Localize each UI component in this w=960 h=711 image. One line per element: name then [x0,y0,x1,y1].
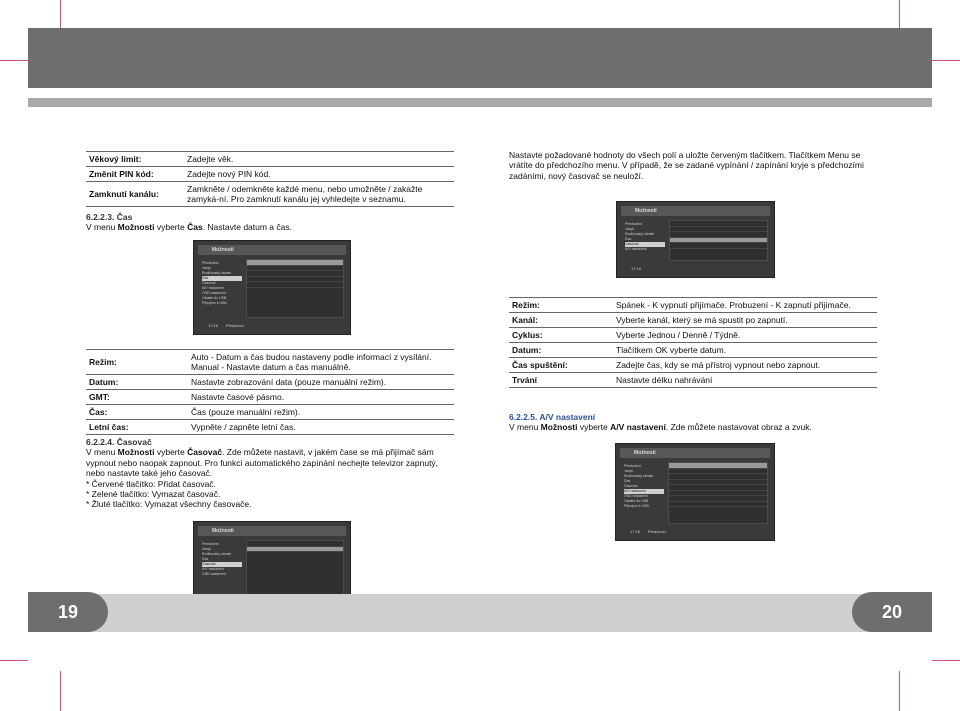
crop-mark [0,60,28,61]
tv-menu-item: A/V nastavení [202,286,224,290]
row-key: Kanál: [509,313,613,328]
table-row [509,373,877,388]
table-row [509,328,877,343]
row-value: Zadejte čas, kdy se má přístroj vypnout nebo zapnout. [613,358,877,373]
tv-footer-action: Předchozí [225,323,244,328]
page-number-left: 19 [28,592,108,632]
tv-panel-row [669,502,767,508]
section-heading: 6.2.2.3. Čas [86,212,133,222]
tv-menu-title: Možnosti [620,448,770,458]
intro-text: V menu [509,422,541,433]
crop-mark [60,671,61,711]
tv-footer-time: 17:16 [208,323,219,328]
time-section [86,212,456,233]
tv-menu-item: A/V nastavení [202,567,224,571]
right-intro: Nastavte požadované hodnoty do všech polí a uložte červeným tlačítkem. Tlačítkem Menu se vrátíte do předchozího menu. V případě, že se zadané vypínání / zapínání kryje s předchozími zadáními, nový časovač se neuloží. [509,150,864,181]
tv-menu-title: Možnosti [621,206,770,216]
tv-menu-item: Časovač [624,484,638,488]
tv-menu-item: Předvolení [624,464,641,468]
tv-menu-list [624,464,664,509]
crop-mark [932,660,960,661]
row-value: Vyberte Jednou / Denně / Týdně. [613,328,877,343]
tv-menu-item: Čas [624,479,631,483]
header-stripe [28,98,932,107]
intro-text: . Nastavte datum a čas. [202,222,292,233]
intro-text: . Zde můžete nastavovat obraz a zvuk. [665,422,812,433]
tv-settings-panel [668,462,768,524]
row-key: Čas: [86,405,188,420]
tv-menu-item: Rodičovský zámek [202,552,232,556]
row-value: Nastavte časové pásmo. [188,390,454,405]
section-intro [86,222,456,232]
tv-settings-panel [246,259,344,318]
tv-menu-item: A/V nastavení [625,247,647,251]
tv-menu-item: Jazyk [624,469,633,473]
row-key: Věkový limit: [86,152,184,167]
row-key: Cyklus: [509,328,613,343]
timer-table [509,297,877,388]
table-row [86,182,454,207]
tv-menu-item: OSD nastavení [624,494,648,498]
tv-settings-panel [669,220,768,261]
row-value: Zadejte nový PIN kód. [184,167,454,182]
av-section [509,412,879,433]
tv-menu-screenshot [193,240,351,335]
tv-menu-list [202,542,242,577]
bullet-item: * Červené tlačítko: Přidat časovač. [86,478,216,489]
row-value: Vypněte / zapněte letní čas. [188,420,454,435]
tv-menu-item: Rodičovský zámek [624,474,654,478]
tv-footer [620,527,770,537]
row-key: Změnit PIN kód: [86,167,184,182]
tv-menu-item: Předvolení [202,261,219,265]
row-value: Spánek - K vypnutí přijímače. Probuzení - K zapnutí přijímače. [613,298,877,313]
table-row [86,350,454,375]
table-row [86,152,454,167]
table-row [509,358,877,373]
section-heading: 6.2.2.4. Časovač [86,437,152,447]
tv-menu-item: Rodičovský zámek [625,232,655,236]
crop-mark [0,660,28,661]
tv-settings-panel [246,540,344,600]
bullet-item: * Žluté tlačítko: Vymazat všechny časovače. [86,499,252,510]
tv-menu-list [202,261,242,306]
intro-text: . Zde můžete nastavit, v jakém čase se má přijímač sám vypnout nebo naopak zapnout. Pro funkci automatického zapínání nechejte televizor zapnutý, nebo nastavte také jeho časovač. [86,447,439,479]
intro-bold: Možnosti [540,422,578,433]
intro-text: V menu [86,222,118,233]
row-value: Zamkněte / odemkněte každé menu, nebo umožněte / zakažte zamyká-ní. Pro zamknutí kanálu jej vyhledejte v seznamu. [184,182,454,207]
table-row [86,420,454,435]
tv-footer [621,264,770,274]
tv-menu-item: OSD nastavení [202,572,226,576]
row-key: Letní čas: [86,420,188,435]
parental-lock-table [86,151,454,207]
header-band [28,28,932,88]
table-row [509,298,877,313]
tv-menu-item: Ostatní do USB [202,296,227,300]
tv-av-screenshot [615,443,775,541]
crop-mark [932,60,960,61]
row-value: Nastavte zobrazování data (pouze manuální režim). [188,375,454,390]
tv-panel-row [670,243,767,249]
tv-menu-item: Jazyk [625,227,634,231]
intro-text: vyberte [154,222,188,233]
tv-panel-row [247,547,343,553]
row-value: Čas (pouze manuální režim). [188,405,454,420]
tv-menu-item: A/V nastavení [624,489,664,494]
timer-section [86,437,456,510]
tv-menu-item: Jazyk [202,266,211,270]
tv-menu-item: Předvolení [202,542,219,546]
row-key: Režim: [86,350,188,375]
tv-menu-item: Čas [202,276,242,281]
tv-menu-item: Předvolení [625,222,642,226]
page-number-right: 20 [852,592,932,632]
tv-menu-list [625,222,665,252]
intro-bold: A/V nastavení [610,422,666,433]
crop-mark [899,671,900,711]
intro-bold: Možnosti [117,447,155,458]
row-key: Trvání [509,373,613,388]
row-value: Vyberte kanál, který se má spustit po zapnutí. [613,313,877,328]
section-intro [509,422,879,432]
row-key: Čas spuštění: [509,358,613,373]
table-row [86,405,454,420]
crop-mark [60,0,61,28]
tv-footer-time: 17:16 [630,529,641,534]
tv-menu-item: Jazyk [202,547,211,551]
bullet-item: * Zelené tlačítko: Vymazat časovač. [86,489,221,500]
row-key: GMT: [86,390,188,405]
table-row [86,167,454,182]
tv-menu-title: Možnosti [198,526,346,536]
row-value: Zadejte věk. [184,152,454,167]
tv-menu-item: Připojení k USB [202,301,227,305]
table-row [509,313,877,328]
tv-menu-item: Čas [202,557,209,561]
intro-text: vyberte [577,422,611,433]
footer-band [28,594,932,632]
tv-panel-row [247,282,343,288]
time-table [86,349,454,435]
row-value: Nastavte délku nahrávání [613,373,877,388]
row-key: Datum: [86,375,188,390]
row-value: Tlačítkem OK vyberte datum. [613,343,877,358]
tv-timer-edit-screenshot [616,201,775,278]
tv-menu-item: Rodičovský zámek [202,271,232,275]
intro-bold: Možnosti [117,222,155,233]
tv-footer [198,321,346,331]
intro-bold: Čas [187,222,203,233]
row-key: Režim: [509,298,613,313]
intro-text: V menu [86,447,118,458]
row-key: Zamknutí kanálu: [86,182,184,207]
tv-menu-item: Čas [625,237,632,241]
table-row [86,390,454,405]
tv-menu-item: Časovač [202,281,216,285]
tv-menu-item: Časovač [202,562,242,567]
intro-text: vyberte [154,447,188,458]
crop-mark [899,0,900,28]
tv-footer-action: Předchozí [647,529,666,534]
tv-footer-time: 17:16 [631,266,642,271]
table-row [509,343,877,358]
tv-menu-item: Ostatní do USB [624,499,649,503]
tv-menu-title: Možnosti [198,245,346,255]
tv-menu-item: OSD nastavení [202,291,226,295]
table-row [86,375,454,390]
section-heading: 6.2.2.5. A/V nastavení [509,412,596,422]
tv-menu-item: Připojení k USB [624,504,649,508]
row-key: Datum: [509,343,613,358]
row-value: Auto - Datum a čas budou nastaveny podle informací z vysílání. Manual - Nastavte datum a čas manuálně. [188,350,454,375]
tv-menu-item: Časovač [625,242,665,247]
section-intro [86,447,456,478]
intro-bold: Časovač [187,447,223,458]
